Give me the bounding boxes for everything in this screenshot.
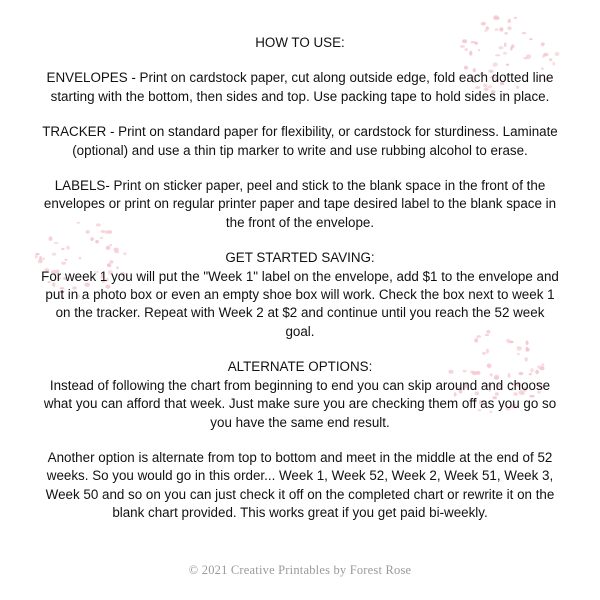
- tracker-instructions: TRACKER - Print on standard paper for flexibility, or cardstock for sturdiness. Laminate (optional) and use a thin tip marker to write and use rubbing alcohol to erase.: [42, 124, 558, 158]
- alternate-options-heading: ALTERNATE OPTIONS:: [227, 359, 373, 375]
- copyright-footer: © 2021 Creative Printables by Forest Rose: [188, 563, 412, 577]
- decorative-dot: [508, 19, 511, 23]
- alternate-options-body: Instead of following the chart from beginning to end you can skip around and choose what you can afford that week. Just make sure you are checking them off as you go so you have the same end result.: [43, 377, 557, 430]
- another-option-text: Another option is alternate from top to bottom and meet in the middle at the end of 52 weeks. So you would go in this order... Week 1, Week 52, Week 2, Week 51, Week 3, Week 50 and so on you can just check it off on the completed chart or rewrite it on the blank chart provided. This works great if you get paid bi-weekly.: [45, 449, 555, 521]
- decorative-dot: [486, 26, 489, 30]
- decorative-dot: [493, 15, 498, 18]
- get-started-body: For week 1 you will put the "Week 1" label on the envelope, add $1 to the envelope and put in a photo box or even an empty shoe box will work. Check the box next to week 1 on the tracker. Repeat with Week 2 at $2 and continue until you reach the 52 week goal.: [41, 268, 559, 339]
- get-started-heading: GET STARTED SAVING:: [225, 250, 375, 266]
- instructions-body: [40, 34, 560, 540]
- envelopes-instructions: ENVELOPES - Print on cardstock paper, cut along outside edge, fold each dotted line starting with the bottom, then sides and top. Use packing tape to hold sides in place.: [46, 70, 554, 104]
- labels-instructions: LABELS- Print on sticker paper, peel and stick to the blank space in the front of the envelopes or print on regular printer paper and tape desired label to the blank space in the front of the envelope.: [43, 178, 557, 230]
- decorative-dot: [495, 28, 499, 31]
- decorative-dot: [499, 27, 503, 31]
- decorative-dot: [35, 255, 38, 258]
- decorative-dot: [481, 22, 486, 26]
- page-title: HOW TO USE:: [255, 35, 345, 50]
- decorative-dot: [507, 26, 511, 30]
- decorative-dot: [35, 253, 39, 255]
- decorative-dot: [514, 17, 518, 19]
- decorative-dot: [484, 30, 487, 32]
